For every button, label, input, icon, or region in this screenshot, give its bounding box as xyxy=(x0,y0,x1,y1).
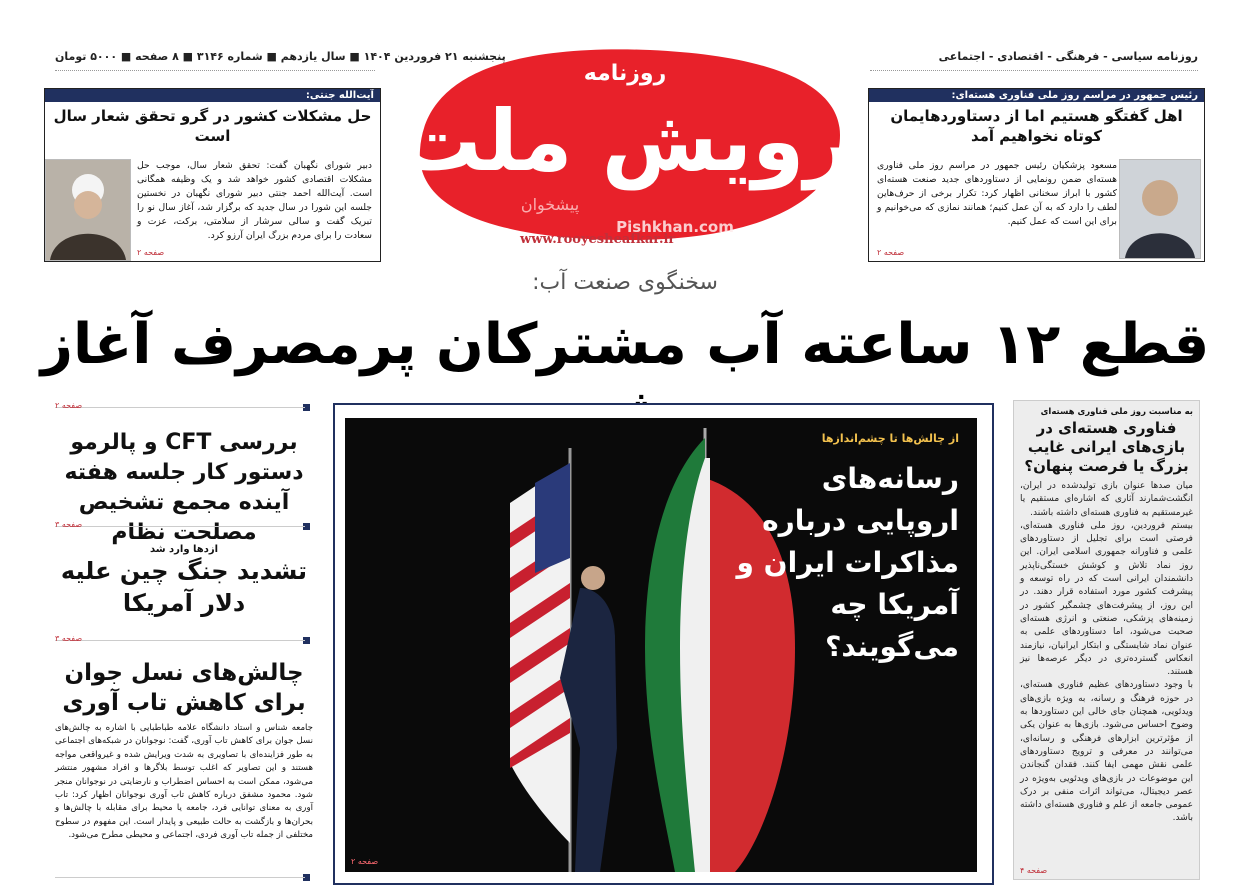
divider xyxy=(55,407,305,408)
top-left-box xyxy=(44,88,381,262)
right-body-1: میان صدها عنوان بازی تولیدشده در ایران، انگشت‌شمارند آثاری که اشاره‌ای مستقیم یا غیرمستقیم به فناوری هسته‌ای داشته باشند. xyxy=(1020,481,1193,518)
center-pageref[interactable]: صفحه ۲ xyxy=(351,857,379,866)
top-left-body: دبیر شورای نگهبان گفت: تحقق شعار سال، موجب حل مشکلات اقتصادی کشور خواهد شد و یک وظیفه همگانی است. آیت‌الله احمد جنتی دبیر شورای نگهبان در نخستین جلسه این شورا در سال جدید که برگزار شد، آغاز سال نو را تبریک گفت و سالی سرشار از سلامتی، برکت، عزت و سعادت را برای مردم بزرگ ایران آرزو کرد. xyxy=(137,160,372,241)
center-title: رسانه‌های اروپایی درباره مذاکرات ایران و آمریکا چه می‌گویند؟ xyxy=(736,462,959,663)
divider xyxy=(55,877,305,878)
website-link[interactable]: www.rooyesheafkar.ir xyxy=(520,232,676,247)
watermark-text: Pishkhan.com xyxy=(616,218,734,236)
right-title[interactable]: فناوری هسته‌ای در بازی‌های ایرانی غایب بزرگ یا فرصت پنهان؟ xyxy=(1024,419,1189,475)
masthead-tagline: روزنامه سیاسی - فرهنگی - اقتصادی - اجتماعی xyxy=(938,50,1198,63)
divider xyxy=(55,640,305,641)
left-3-body: جامعه شناس و استاد دانشگاه علامه طباطبایی با اشاره به چالش‌های نسل جوان برای کاهش تاب آوری، گفت: نوجوانان در شبکه‌های اجتماعی به طور فزاینده‌ای با تصاویری به شدت ویرایش شده و غیرواقعی مواجه هستند و این تصاویر که اغلب توسط بلاگرها و افراد مشهور منتشر می‌شود، ممکن است به احساس اضطراب و نارضایتی در نوجوانان منجر شود. محمود مشفق درباره کاهش تاب آوری نوجوانان اظهار کرد: تاب آوری به معنای توانایی فرد، جامعه یا محیط برای مقابله با چالش‌ها و بحران‌ها و بازگشت به حالت طبیعی و پایدار است. این مفهوم در سطوح مختلفی از جمله تاب آوری فردی، اجتماعی و محیطی مطرح می‌شود. xyxy=(55,723,313,841)
right-body-3: با وجود دستاوردهای عظیم فناوری هسته‌ای، در حوزه فرهنگ و رسانه، به ویژه بازی‌های ویدئویی، همچنان جای خالی این دستاوردها به وضوح احساس می‌شود. بازی‌ها به عنوان یکی از مؤثرترین ابزارهای فرهنگی و رسانه‌ای، می‌توانند در معرفی و ترویج دستاوردهای علمی نقش مهمی ایفا کنند. فقدان گنجاندن این موضوعات در بازی‌های ویدئویی به‌ویژه در عصر دیجیتال، می‌تواند اثرات منفی بر درک عمومی جامعه از علم و فناوری هسته‌ای داشته باشد. xyxy=(1020,680,1193,824)
top-right-body: مسعود پزشکیان رئیس جمهور در مراسم روز ملی فناوری هسته‌ای ضمن رونمایی از دستاوردهای جدید صنعت هسته‌ای کشور با ابراز سخنانی اظهار کرد: تکرار برخی از حرف‌هاین لطف را دارد که به آن عمل کنیم؛ همانند نمازی که می‌خوانیم و برای این است که عمل کنیم. xyxy=(877,160,1117,227)
right-kicker: به مناسبت روز ملی فناوری هسته‌ای xyxy=(1040,407,1193,417)
left-3-pageref[interactable]: صفحه ۳ xyxy=(55,634,83,643)
left-1-title: بررسی CFT و پالرمو دستور کار جلسه هفته آینده مجمع تشخیص مصلحت نظام xyxy=(64,430,304,545)
divider xyxy=(55,526,305,527)
logo-small-text: روزنامه xyxy=(583,61,667,86)
left-story-2[interactable] xyxy=(55,544,313,619)
main-headline[interactable]: قطع ۱۲ ساعته آب مشترکان پرمصرف آغاز xyxy=(40,312,1210,377)
left-2-kicker: ازدها وارد شد xyxy=(149,544,219,555)
divider xyxy=(55,70,375,71)
right-pageref[interactable]: صفحه ۴ xyxy=(1020,866,1048,875)
left-2-title: تشدید جنگ چین علیه دلار آمریکا xyxy=(60,557,308,617)
center-kicker: از چالش‌ها تا چشم‌اندازها xyxy=(821,432,959,445)
portrait-photo-icon xyxy=(1119,159,1201,259)
left-2-pageref[interactable]: صفحه ۳ xyxy=(55,520,83,529)
top-right-box xyxy=(868,88,1205,262)
left-3-title: چالش‌های نسل جوان برای کاهش تاب آوری xyxy=(62,660,306,716)
right-body-2: بیستم فروردین، روز ملی فناوری هسته‌ای، فرصتی است برای تجلیل از دستاوردهای علمی و فناورانه جمهوری اسلامی ایران. این روز نماد تلاش و کوشش خستگی‌ناپذیر دانشمندان ایرانی است که در راه توسعه و پیشرفت کشور مورد استفاده قرار دهند. در این روز، از پیشرفت‌های چشمگیر کشور در زمینه‌های پزشکی، صنعتی و انرژی هسته‌ای صحبت می‌شود، اما دستاوردهای علمی به عنوان نماد شایستگی و ابتکار ایرانیان، نیازمند انعکاس گسترده‌تری در دیگر عرصه‌ها نیز هستند. xyxy=(1020,520,1193,678)
left-story-3[interactable] xyxy=(55,658,313,843)
watermark-fa: پیشخوان xyxy=(520,195,580,214)
top-left-pageref[interactable]: صفحه ۲ xyxy=(137,248,165,257)
main-subtitle: سخنگوی صنعت آب: xyxy=(532,270,718,295)
top-right-pageref[interactable]: صفحه ۲ xyxy=(877,248,905,257)
flags-photo-icon[interactable] xyxy=(345,418,977,872)
left-story-1[interactable] xyxy=(55,428,313,548)
top-left-title: حل مشکلات کشور در گرو تحقق شعار سال است xyxy=(53,107,372,145)
masthead-dateline: پنجشنبه ۲۱ فروردین ۱۴۰۴ ■ سال یازدهم ■ شماره ۳۱۴۶ ■ ۸ صفحه ■ ۵۰۰۰ تومان xyxy=(55,50,506,63)
logo-main-text: رویش ملت xyxy=(400,92,850,190)
right-column xyxy=(1013,400,1200,880)
left-1-pageref[interactable]: صفحه ۲ xyxy=(55,401,83,410)
top-left-kicker: آیت‌الله جنتی: xyxy=(45,89,380,102)
masthead-logo xyxy=(400,40,850,245)
divider xyxy=(870,70,1198,71)
top-right-kicker: رئیس جمهور در مراسم روز ملی فناوری هسته‌ای: xyxy=(869,89,1204,102)
portrait-photo-icon xyxy=(45,159,131,261)
top-right-title: اهل گفتگو هستیم اما از دستاوردهایمان کوتاه نخواهیم آمد xyxy=(890,107,1183,145)
